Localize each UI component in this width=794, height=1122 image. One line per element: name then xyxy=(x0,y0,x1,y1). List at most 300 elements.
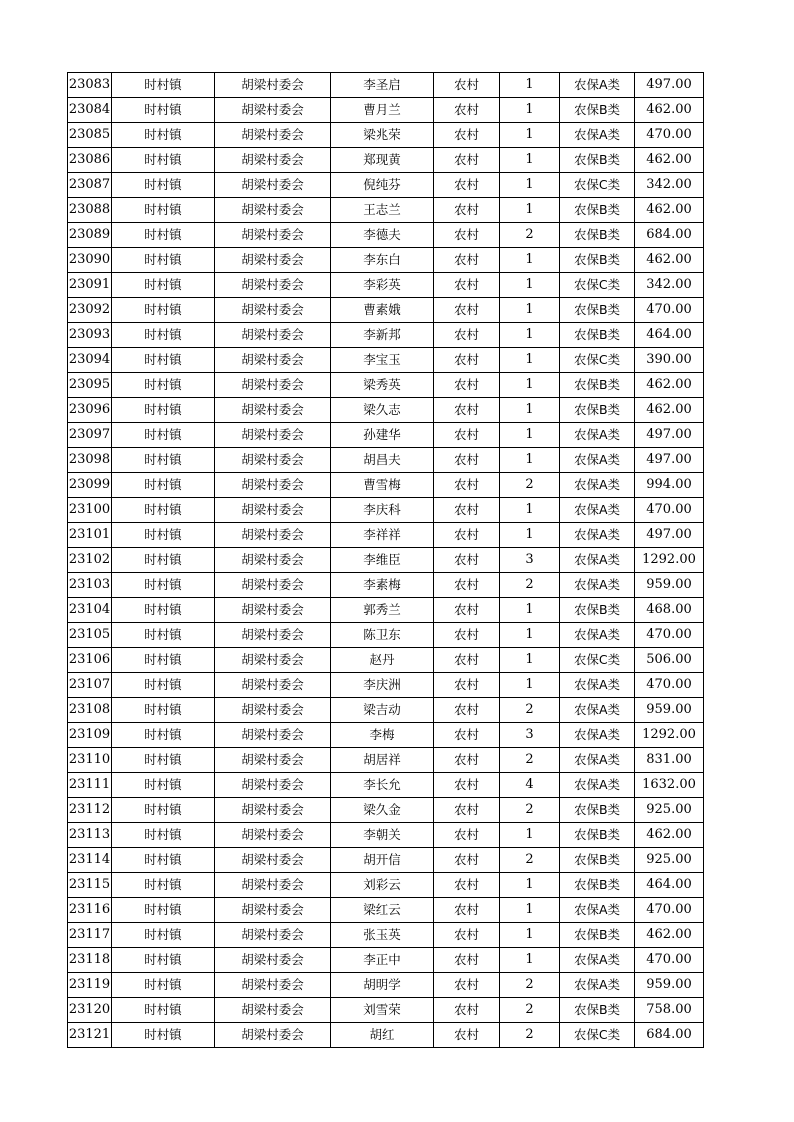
row-id-cell: 23102 xyxy=(68,548,112,573)
person-count-cell: 1 xyxy=(500,598,560,623)
name-cell: 胡居祥 xyxy=(331,748,434,773)
area-type-cell: 农村 xyxy=(434,123,500,148)
amount-cell: 342.00 xyxy=(635,273,704,298)
table-row xyxy=(68,373,704,398)
name-cell: 胡昌夫 xyxy=(331,448,434,473)
town-cell: 时村镇 xyxy=(112,98,215,123)
amount-cell: 342.00 xyxy=(635,173,704,198)
table-body xyxy=(68,73,704,1048)
name-cell: 郑现黄 xyxy=(331,148,434,173)
town-cell: 时村镇 xyxy=(112,873,215,898)
table-row xyxy=(68,948,704,973)
insurance-category-cell: 农保B类 xyxy=(560,148,635,173)
person-count-cell: 1 xyxy=(500,948,560,973)
town-cell: 时村镇 xyxy=(112,398,215,423)
area-type-cell: 农村 xyxy=(434,473,500,498)
name-cell: 李长允 xyxy=(331,773,434,798)
table-row xyxy=(68,98,704,123)
amount-cell: 497.00 xyxy=(635,73,704,98)
insurance-category-cell: 农保B类 xyxy=(560,198,635,223)
area-type-cell: 农村 xyxy=(434,573,500,598)
name-cell: 郭秀兰 xyxy=(331,598,434,623)
name-cell: 梁久志 xyxy=(331,398,434,423)
amount-cell: 497.00 xyxy=(635,423,704,448)
table-row xyxy=(68,298,704,323)
village-cell: 胡梁村委会 xyxy=(215,623,331,648)
village-cell: 胡梁村委会 xyxy=(215,73,331,98)
village-cell: 胡梁村委会 xyxy=(215,373,331,398)
insurance-category-cell: 农保A类 xyxy=(560,898,635,923)
town-cell: 时村镇 xyxy=(112,823,215,848)
amount-cell: 1292.00 xyxy=(635,548,704,573)
area-type-cell: 农村 xyxy=(434,798,500,823)
town-cell: 时村镇 xyxy=(112,473,215,498)
town-cell: 时村镇 xyxy=(112,323,215,348)
amount-cell: 470.00 xyxy=(635,948,704,973)
insurance-category-cell: 农保B类 xyxy=(560,248,635,273)
area-type-cell: 农村 xyxy=(434,823,500,848)
insurance-category-cell: 农保B类 xyxy=(560,223,635,248)
row-id-cell: 23088 xyxy=(68,198,112,223)
town-cell: 时村镇 xyxy=(112,73,215,98)
person-count-cell: 1 xyxy=(500,673,560,698)
person-count-cell: 2 xyxy=(500,848,560,873)
area-type-cell: 农村 xyxy=(434,748,500,773)
table-row xyxy=(68,823,704,848)
person-count-cell: 1 xyxy=(500,623,560,648)
name-cell: 李圣启 xyxy=(331,73,434,98)
amount-cell: 959.00 xyxy=(635,573,704,598)
row-id-cell: 23086 xyxy=(68,148,112,173)
row-id-cell: 23114 xyxy=(68,848,112,873)
person-count-cell: 1 xyxy=(500,173,560,198)
row-id-cell: 23109 xyxy=(68,723,112,748)
town-cell: 时村镇 xyxy=(112,548,215,573)
amount-cell: 462.00 xyxy=(635,823,704,848)
name-cell: 李素梅 xyxy=(331,573,434,598)
town-cell: 时村镇 xyxy=(112,298,215,323)
insurance-category-cell: 农保B类 xyxy=(560,873,635,898)
area-type-cell: 农村 xyxy=(434,198,500,223)
village-cell: 胡梁村委会 xyxy=(215,298,331,323)
person-count-cell: 2 xyxy=(500,748,560,773)
person-count-cell: 3 xyxy=(500,548,560,573)
table-row xyxy=(68,448,704,473)
row-id-cell: 23091 xyxy=(68,273,112,298)
name-cell: 胡明学 xyxy=(331,973,434,998)
village-cell: 胡梁村委会 xyxy=(215,798,331,823)
amount-cell: 506.00 xyxy=(635,648,704,673)
person-count-cell: 1 xyxy=(500,98,560,123)
person-count-cell: 2 xyxy=(500,698,560,723)
name-cell: 李东白 xyxy=(331,248,434,273)
area-type-cell: 农村 xyxy=(434,623,500,648)
person-count-cell: 1 xyxy=(500,523,560,548)
person-count-cell: 1 xyxy=(500,823,560,848)
row-id-cell: 23087 xyxy=(68,173,112,198)
village-cell: 胡梁村委会 xyxy=(215,448,331,473)
town-cell: 时村镇 xyxy=(112,448,215,473)
insurance-category-cell: 农保B类 xyxy=(560,798,635,823)
village-cell: 胡梁村委会 xyxy=(215,148,331,173)
insurance-category-cell: 农保C类 xyxy=(560,348,635,373)
person-count-cell: 2 xyxy=(500,973,560,998)
area-type-cell: 农村 xyxy=(434,498,500,523)
row-id-cell: 23084 xyxy=(68,98,112,123)
person-count-cell: 1 xyxy=(500,148,560,173)
name-cell: 李庆洲 xyxy=(331,673,434,698)
table-row xyxy=(68,248,704,273)
person-count-cell: 1 xyxy=(500,123,560,148)
row-id-cell: 23103 xyxy=(68,573,112,598)
village-cell: 胡梁村委会 xyxy=(215,473,331,498)
area-type-cell: 农村 xyxy=(434,448,500,473)
table-row xyxy=(68,523,704,548)
area-type-cell: 农村 xyxy=(434,423,500,448)
area-type-cell: 农村 xyxy=(434,523,500,548)
insurance-category-cell: 农保C类 xyxy=(560,648,635,673)
village-cell: 胡梁村委会 xyxy=(215,1023,331,1048)
town-cell: 时村镇 xyxy=(112,748,215,773)
insurance-category-cell: 农保A类 xyxy=(560,673,635,698)
town-cell: 时村镇 xyxy=(112,848,215,873)
insurance-category-cell: 农保C类 xyxy=(560,1023,635,1048)
town-cell: 时村镇 xyxy=(112,498,215,523)
person-count-cell: 1 xyxy=(500,248,560,273)
town-cell: 时村镇 xyxy=(112,523,215,548)
person-count-cell: 1 xyxy=(500,273,560,298)
table-row xyxy=(68,598,704,623)
amount-cell: 462.00 xyxy=(635,398,704,423)
table-row xyxy=(68,173,704,198)
insurance-category-cell: 农保A类 xyxy=(560,723,635,748)
village-cell: 胡梁村委会 xyxy=(215,648,331,673)
table-row xyxy=(68,1023,704,1048)
row-id-cell: 23121 xyxy=(68,1023,112,1048)
insurance-category-cell: 农保A类 xyxy=(560,948,635,973)
amount-cell: 684.00 xyxy=(635,1023,704,1048)
area-type-cell: 农村 xyxy=(434,698,500,723)
village-cell: 胡梁村委会 xyxy=(215,973,331,998)
row-id-cell: 23100 xyxy=(68,498,112,523)
person-count-cell: 1 xyxy=(500,448,560,473)
village-cell: 胡梁村委会 xyxy=(215,948,331,973)
insurance-category-cell: 农保A类 xyxy=(560,573,635,598)
row-id-cell: 23093 xyxy=(68,323,112,348)
amount-cell: 925.00 xyxy=(635,848,704,873)
town-cell: 时村镇 xyxy=(112,1023,215,1048)
insurance-category-cell: 农保C类 xyxy=(560,173,635,198)
table-row xyxy=(68,623,704,648)
row-id-cell: 23096 xyxy=(68,398,112,423)
area-type-cell: 农村 xyxy=(434,898,500,923)
amount-cell: 462.00 xyxy=(635,198,704,223)
person-count-cell: 3 xyxy=(500,723,560,748)
insurance-category-cell: 农保B类 xyxy=(560,848,635,873)
town-cell: 时村镇 xyxy=(112,698,215,723)
town-cell: 时村镇 xyxy=(112,198,215,223)
table-row xyxy=(68,898,704,923)
insurance-category-cell: 农保B类 xyxy=(560,398,635,423)
insurance-category-cell: 农保B类 xyxy=(560,323,635,348)
person-count-cell: 2 xyxy=(500,998,560,1023)
name-cell: 李梅 xyxy=(331,723,434,748)
person-count-cell: 1 xyxy=(500,923,560,948)
amount-cell: 462.00 xyxy=(635,248,704,273)
name-cell: 胡开信 xyxy=(331,848,434,873)
table-row xyxy=(68,223,704,248)
insurance-category-cell: 农保C类 xyxy=(560,273,635,298)
insurance-category-cell: 农保B类 xyxy=(560,823,635,848)
person-count-cell: 1 xyxy=(500,873,560,898)
records-table xyxy=(67,72,704,1048)
name-cell: 梁兆荣 xyxy=(331,123,434,148)
village-cell: 胡梁村委会 xyxy=(215,248,331,273)
row-id-cell: 23107 xyxy=(68,673,112,698)
village-cell: 胡梁村委会 xyxy=(215,748,331,773)
person-count-cell: 1 xyxy=(500,348,560,373)
table-row xyxy=(68,973,704,998)
insurance-category-cell: 农保A类 xyxy=(560,773,635,798)
area-type-cell: 农村 xyxy=(434,323,500,348)
village-cell: 胡梁村委会 xyxy=(215,523,331,548)
insurance-category-cell: 农保B类 xyxy=(560,298,635,323)
town-cell: 时村镇 xyxy=(112,673,215,698)
town-cell: 时村镇 xyxy=(112,773,215,798)
town-cell: 时村镇 xyxy=(112,248,215,273)
town-cell: 时村镇 xyxy=(112,948,215,973)
row-id-cell: 23112 xyxy=(68,798,112,823)
name-cell: 李宝玉 xyxy=(331,348,434,373)
village-cell: 胡梁村委会 xyxy=(215,173,331,198)
table-row xyxy=(68,123,704,148)
table-row xyxy=(68,673,704,698)
table-row xyxy=(68,723,704,748)
table-row xyxy=(68,998,704,1023)
amount-cell: 470.00 xyxy=(635,898,704,923)
amount-cell: 959.00 xyxy=(635,698,704,723)
town-cell: 时村镇 xyxy=(112,348,215,373)
village-cell: 胡梁村委会 xyxy=(215,423,331,448)
village-cell: 胡梁村委会 xyxy=(215,198,331,223)
row-id-cell: 23092 xyxy=(68,298,112,323)
row-id-cell: 23115 xyxy=(68,873,112,898)
table-row xyxy=(68,923,704,948)
area-type-cell: 农村 xyxy=(434,398,500,423)
name-cell: 孙建华 xyxy=(331,423,434,448)
person-count-cell: 1 xyxy=(500,898,560,923)
amount-cell: 1632.00 xyxy=(635,773,704,798)
area-type-cell: 农村 xyxy=(434,598,500,623)
amount-cell: 925.00 xyxy=(635,798,704,823)
village-cell: 胡梁村委会 xyxy=(215,673,331,698)
amount-cell: 470.00 xyxy=(635,623,704,648)
row-id-cell: 23098 xyxy=(68,448,112,473)
person-count-cell: 1 xyxy=(500,323,560,348)
area-type-cell: 农村 xyxy=(434,848,500,873)
name-cell: 曹素娥 xyxy=(331,298,434,323)
table-row xyxy=(68,773,704,798)
amount-cell: 758.00 xyxy=(635,998,704,1023)
town-cell: 时村镇 xyxy=(112,723,215,748)
table-row xyxy=(68,548,704,573)
town-cell: 时村镇 xyxy=(112,123,215,148)
village-cell: 胡梁村委会 xyxy=(215,123,331,148)
village-cell: 胡梁村委会 xyxy=(215,398,331,423)
insurance-category-cell: 农保A类 xyxy=(560,123,635,148)
insurance-category-cell: 农保A类 xyxy=(560,498,635,523)
person-count-cell: 2 xyxy=(500,223,560,248)
village-cell: 胡梁村委会 xyxy=(215,848,331,873)
table-row xyxy=(68,398,704,423)
name-cell: 赵丹 xyxy=(331,648,434,673)
area-type-cell: 农村 xyxy=(434,348,500,373)
area-type-cell: 农村 xyxy=(434,223,500,248)
person-count-cell: 2 xyxy=(500,573,560,598)
town-cell: 时村镇 xyxy=(112,223,215,248)
area-type-cell: 农村 xyxy=(434,673,500,698)
row-id-cell: 23120 xyxy=(68,998,112,1023)
insurance-category-cell: 农保A类 xyxy=(560,548,635,573)
area-type-cell: 农村 xyxy=(434,273,500,298)
town-cell: 时村镇 xyxy=(112,973,215,998)
area-type-cell: 农村 xyxy=(434,248,500,273)
table-row xyxy=(68,648,704,673)
person-count-cell: 1 xyxy=(500,423,560,448)
amount-cell: 959.00 xyxy=(635,973,704,998)
town-cell: 时村镇 xyxy=(112,173,215,198)
village-cell: 胡梁村委会 xyxy=(215,573,331,598)
name-cell: 曹雪梅 xyxy=(331,473,434,498)
person-count-cell: 2 xyxy=(500,798,560,823)
table-row xyxy=(68,323,704,348)
village-cell: 胡梁村委会 xyxy=(215,323,331,348)
insurance-category-cell: 农保B类 xyxy=(560,598,635,623)
area-type-cell: 农村 xyxy=(434,373,500,398)
name-cell: 李维臣 xyxy=(331,548,434,573)
town-cell: 时村镇 xyxy=(112,423,215,448)
person-count-cell: 1 xyxy=(500,73,560,98)
name-cell: 李祥祥 xyxy=(331,523,434,548)
table-row xyxy=(68,798,704,823)
village-cell: 胡梁村委会 xyxy=(215,598,331,623)
town-cell: 时村镇 xyxy=(112,923,215,948)
insurance-category-cell: 农保A类 xyxy=(560,473,635,498)
village-cell: 胡梁村委会 xyxy=(215,698,331,723)
town-cell: 时村镇 xyxy=(112,573,215,598)
insurance-category-cell: 农保A类 xyxy=(560,423,635,448)
name-cell: 刘彩云 xyxy=(331,873,434,898)
row-id-cell: 23110 xyxy=(68,748,112,773)
amount-cell: 464.00 xyxy=(635,873,704,898)
town-cell: 时村镇 xyxy=(112,798,215,823)
amount-cell: 1292.00 xyxy=(635,723,704,748)
person-count-cell: 1 xyxy=(500,298,560,323)
table-row xyxy=(68,473,704,498)
area-type-cell: 农村 xyxy=(434,998,500,1023)
village-cell: 胡梁村委会 xyxy=(215,923,331,948)
table-row xyxy=(68,848,704,873)
name-cell: 陈卫东 xyxy=(331,623,434,648)
town-cell: 时村镇 xyxy=(112,998,215,1023)
row-id-cell: 23094 xyxy=(68,348,112,373)
row-id-cell: 23095 xyxy=(68,373,112,398)
table-row xyxy=(68,198,704,223)
village-cell: 胡梁村委会 xyxy=(215,873,331,898)
village-cell: 胡梁村委会 xyxy=(215,273,331,298)
row-id-cell: 23117 xyxy=(68,923,112,948)
amount-cell: 468.00 xyxy=(635,598,704,623)
row-id-cell: 23111 xyxy=(68,773,112,798)
table-row xyxy=(68,498,704,523)
village-cell: 胡梁村委会 xyxy=(215,823,331,848)
amount-cell: 470.00 xyxy=(635,298,704,323)
area-type-cell: 农村 xyxy=(434,298,500,323)
table-row xyxy=(68,348,704,373)
amount-cell: 497.00 xyxy=(635,523,704,548)
name-cell: 刘雪荣 xyxy=(331,998,434,1023)
row-id-cell: 23118 xyxy=(68,948,112,973)
table-row xyxy=(68,148,704,173)
insurance-category-cell: 农保B类 xyxy=(560,923,635,948)
row-id-cell: 23083 xyxy=(68,73,112,98)
area-type-cell: 农村 xyxy=(434,148,500,173)
area-type-cell: 农村 xyxy=(434,723,500,748)
name-cell: 梁吉动 xyxy=(331,698,434,723)
area-type-cell: 农村 xyxy=(434,648,500,673)
person-count-cell: 1 xyxy=(500,648,560,673)
person-count-cell: 2 xyxy=(500,1023,560,1048)
amount-cell: 462.00 xyxy=(635,923,704,948)
town-cell: 时村镇 xyxy=(112,273,215,298)
amount-cell: 470.00 xyxy=(635,123,704,148)
area-type-cell: 农村 xyxy=(434,73,500,98)
table-row xyxy=(68,873,704,898)
row-id-cell: 23106 xyxy=(68,648,112,673)
person-count-cell: 1 xyxy=(500,398,560,423)
area-type-cell: 农村 xyxy=(434,1023,500,1048)
amount-cell: 470.00 xyxy=(635,498,704,523)
amount-cell: 462.00 xyxy=(635,148,704,173)
area-type-cell: 农村 xyxy=(434,973,500,998)
village-cell: 胡梁村委会 xyxy=(215,773,331,798)
row-id-cell: 23090 xyxy=(68,248,112,273)
village-cell: 胡梁村委会 xyxy=(215,498,331,523)
town-cell: 时村镇 xyxy=(112,648,215,673)
amount-cell: 462.00 xyxy=(635,98,704,123)
name-cell: 梁久金 xyxy=(331,798,434,823)
amount-cell: 831.00 xyxy=(635,748,704,773)
village-cell: 胡梁村委会 xyxy=(215,348,331,373)
person-count-cell: 4 xyxy=(500,773,560,798)
town-cell: 时村镇 xyxy=(112,898,215,923)
name-cell: 李彩英 xyxy=(331,273,434,298)
row-id-cell: 23097 xyxy=(68,423,112,448)
amount-cell: 994.00 xyxy=(635,473,704,498)
amount-cell: 684.00 xyxy=(635,223,704,248)
name-cell: 李正中 xyxy=(331,948,434,973)
insurance-category-cell: 农保A类 xyxy=(560,523,635,548)
village-cell: 胡梁村委会 xyxy=(215,223,331,248)
village-cell: 胡梁村委会 xyxy=(215,723,331,748)
amount-cell: 470.00 xyxy=(635,673,704,698)
insurance-category-cell: 农保A类 xyxy=(560,623,635,648)
row-id-cell: 23101 xyxy=(68,523,112,548)
name-cell: 李德夫 xyxy=(331,223,434,248)
town-cell: 时村镇 xyxy=(112,373,215,398)
insurance-category-cell: 农保B类 xyxy=(560,98,635,123)
town-cell: 时村镇 xyxy=(112,623,215,648)
